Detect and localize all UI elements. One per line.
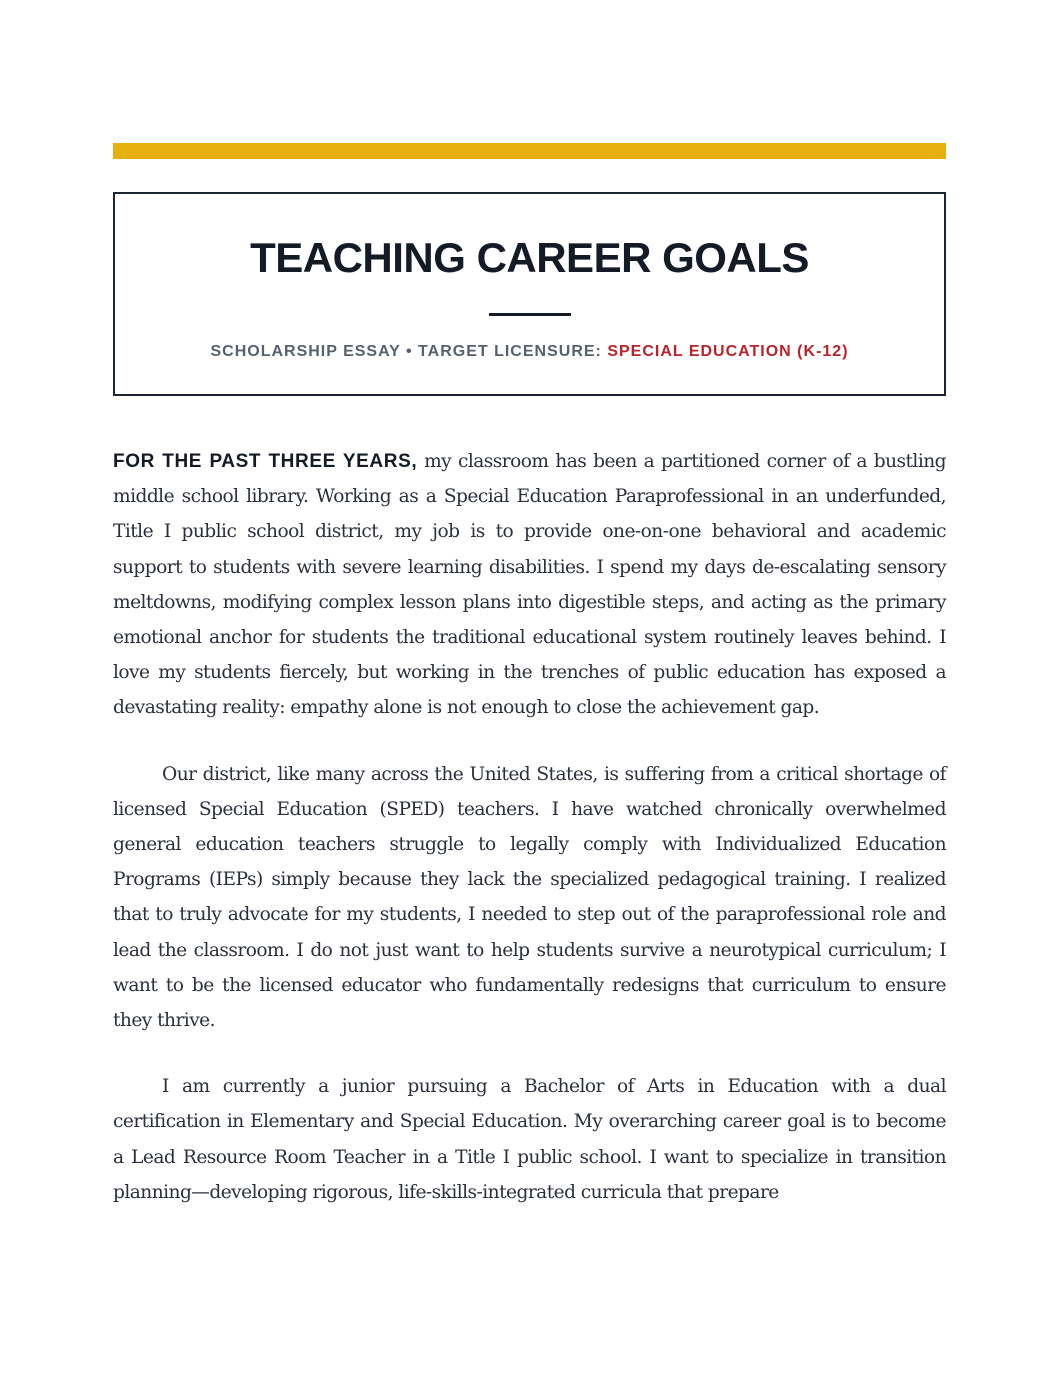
accent-bar <box>113 143 946 159</box>
subtitle-highlight: SPECIAL EDUCATION (K-12) <box>607 343 849 360</box>
paragraph-1-text: my classroom has been a partitioned corner of a bustling middle school library. Working as a Special Education Paraprofessional in an underfunded, Title I public school district, my job is to provide one-on-one behavioral and academic support to students with severe learning disabilities. I spend my days de-escalating sensory meltdowns, modifying complex lesson plans into digestible steps, and acting as the primary emotional anchor for students the traditional educational system routinely leaves behind. I love my students fiercely, but working in the trenches of public education has exposed a devastating reality: empathy alone is not enough to close the achievement gap. <box>113 451 946 719</box>
subtitle-prefix: SCHOLARSHIP ESSAY • TARGET LICENSURE: <box>210 343 608 360</box>
paragraph-3: I am currently a junior pursuing a Bachelor of Arts in Education with a dual certification in Elementary and Special Education. My overarching career goal is to become a Lead Resource Room Teacher in a Title I public school. I want to specialize in transition planning—developing rigorous, life-skills-integrated curricula that prepare <box>113 1076 946 1203</box>
title-box <box>113 192 946 396</box>
paragraph-1 <box>113 444 946 726</box>
title-divider <box>489 313 571 316</box>
paragraph-2: Our district, like many across the United States, is suffering from a critical shortage of licensed Special Education (SPED) teachers. I have watched chronically overwhelmed general education teachers struggle to legally comply with Individualized Education Programs (IEPs) simply because they lack the specialized pedagogical training. I realized that to truly advocate for my students, I needed to step out of the paraprofessional role and lead the classroom. I do not just want to help students survive a neurotypical curriculum; I want to be the licensed educator who fundamentally redesigns that curriculum to ensure they thrive. <box>113 763 946 1032</box>
essay-body <box>113 444 946 1241</box>
page-title: TEACHING CAREER GOALS <box>250 234 809 281</box>
lead-in: FOR THE PAST THREE YEARS, <box>113 451 418 472</box>
subtitle <box>115 343 944 361</box>
